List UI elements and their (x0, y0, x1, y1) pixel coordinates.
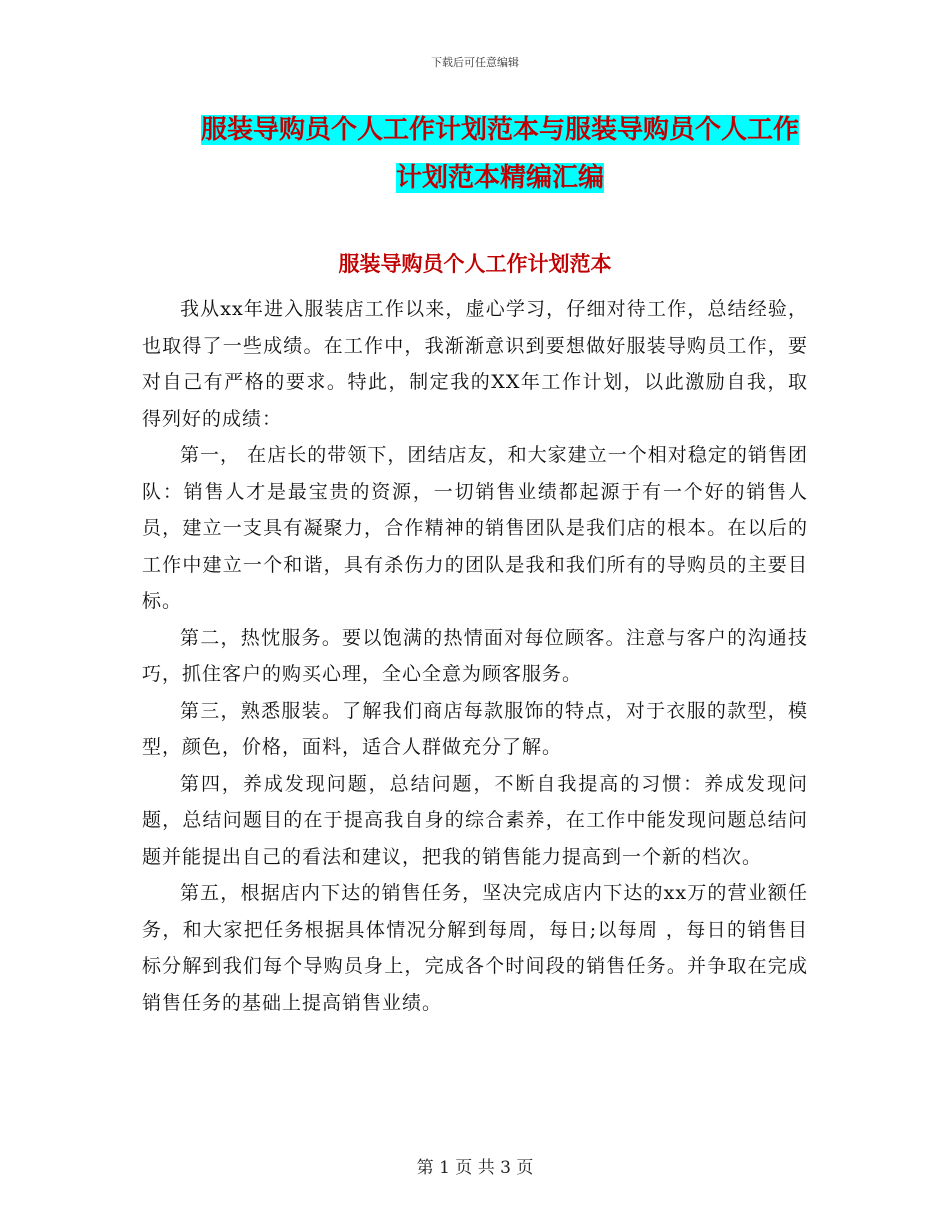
paragraph: 第五，根据店内下达的销售任务，坚决完成店内下达的xx万的营业额任务，和大家把任务根据具体情况分解到每周，每日;以每周 ，每日的销售目标分解到我们每个导购员身上，完成各个时间段的销售任务。并争取在完成销售任务的基础上提高销售业绩。 (142, 882, 808, 1014)
page-footer: 第 1 页 共 3 页 (416, 1158, 534, 1178)
document-title-text: 服装导购员个人工作计划范本与服装导购员个人工作计划范本精编汇编 (200, 115, 799, 193)
paragraph: 第四，养成发现问题，总结问题，不断自我提高的习惯：养成发现问题，总结问题目的在于提高我自身的综合素养，在工作中能发现问题总结问题并能提出自己的看法和建议，把我的销售能力提高到一个新的档次。 (142, 772, 808, 868)
body-text (142, 291, 808, 1021)
document-title (190, 106, 810, 202)
paragraph: 第一， 在店长的带领下，团结店友，和大家建立一个相对稳定的销售团队：销售人才是最宝贵的资源，一切销售业绩都起源于有一个好的销售人员，建立一支具有凝聚力，合作精神的销售团队是我们店的根本。在以后的工作中建立一个和谐，具有杀伤力的团队是我和我们所有的导购员的主要目标。 (142, 444, 808, 612)
section-heading: 服装导购员个人工作计划范本 (338, 251, 612, 276)
paragraph: 第三，熟悉服装。了解我们商店每款服饰的特点，对于衣服的款型，模型，颜色，价格，面料，适合人群做充分了解。 (142, 699, 808, 758)
paragraph: 第二，热忱服务。要以饱满的热情面对每位顾客。注意与客户的沟通技巧，抓住客户的购买心理，全心全意为顾客服务。 (142, 626, 808, 685)
header-note: 下载后可任意编辑 (431, 56, 519, 69)
paragraph: 我从xx年进入服装店工作以来，虚心学习，仔细对待工作，总结经验，也取得了一些成绩。在工作中，我渐渐意识到要想做好服装导购员工作，要对自己有严格的要求。特此，制定我的XX年工作计划，以此激励自我，取得列好的成绩： (142, 298, 808, 430)
